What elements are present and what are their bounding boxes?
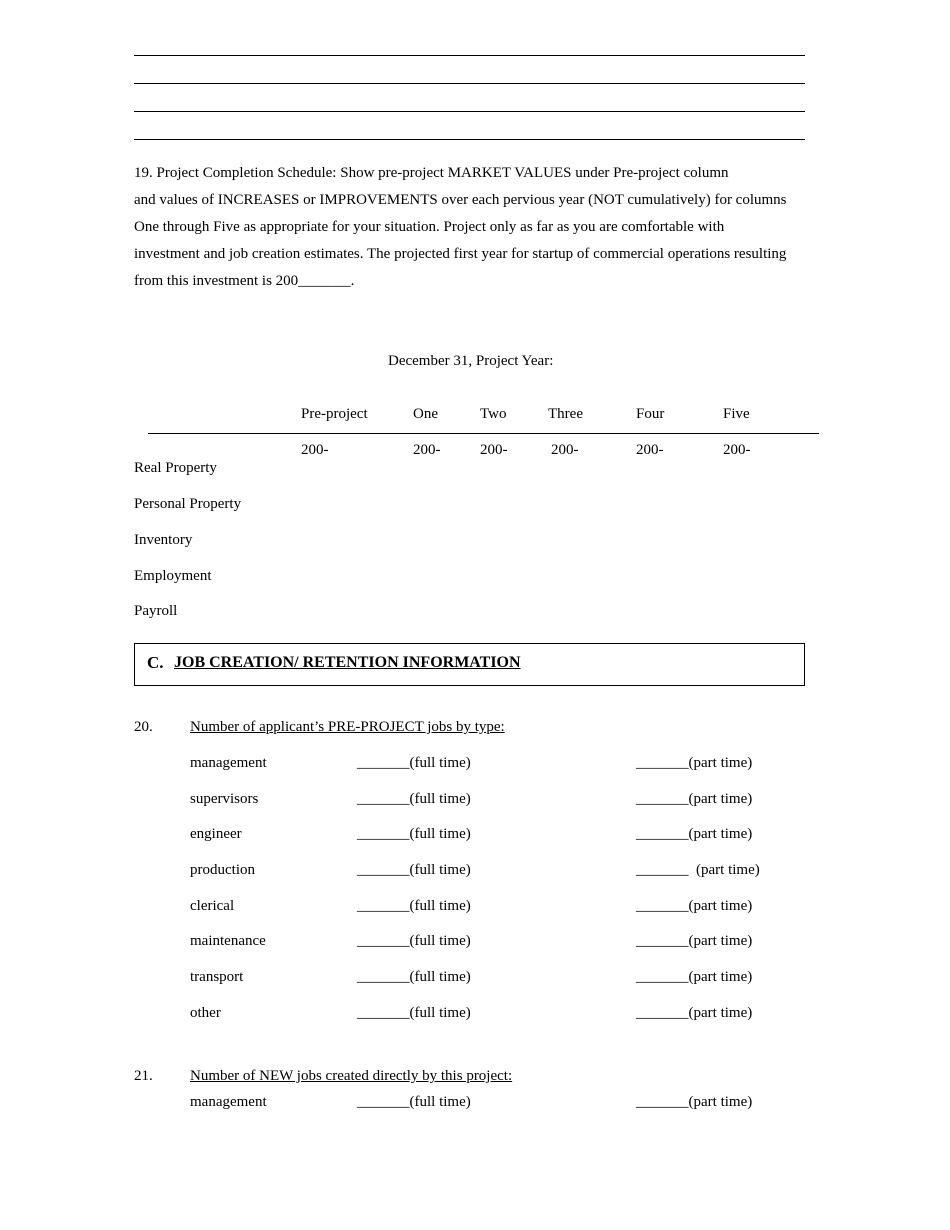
year-prefix: 200- [413, 442, 441, 458]
part-time-field[interactable]: _______(part time) [636, 826, 753, 842]
q20-title: Number of applicant’s PRE-PROJECT jobs by type: [190, 719, 505, 735]
part-time-field[interactable]: _______ (part time) [636, 862, 760, 878]
answer-line[interactable] [134, 55, 805, 56]
q19-line: investment and job creation estimates. The projected first year for startup of commercial operations resulting [134, 246, 787, 262]
job-type-label: production [190, 862, 255, 878]
section-title: JOB CREATION/ RETENTION INFORMATION [174, 654, 521, 671]
part-time-field[interactable]: _______(part time) [636, 1094, 753, 1110]
part-time-field[interactable]: _______(part time) [636, 1005, 753, 1021]
q19-line: and values of INCREASES or IMPROVEMENTS over each pervious year (NOT cumulatively) for columns [134, 192, 787, 208]
answer-line[interactable] [134, 139, 805, 140]
year-prefix: 200- [551, 442, 579, 458]
q19-line: 19. Project Completion Schedule: Show pre-project MARKET VALUES under Pre-project column [134, 165, 729, 181]
part-time-field[interactable]: _______(part time) [636, 755, 753, 771]
full-time-field[interactable]: _______(full time) [357, 1005, 471, 1021]
job-type-label: maintenance [190, 933, 266, 949]
row-label-personal-property: Personal Property [134, 496, 242, 512]
year-prefix: 200- [636, 442, 664, 458]
full-time-field[interactable]: _______(full time) [357, 969, 471, 985]
q19-line: from this investment is 200_______. [134, 273, 355, 289]
column-header-four: Four [636, 406, 665, 422]
section-letter: C. [147, 653, 164, 672]
job-type-label: engineer [190, 826, 242, 842]
full-time-field[interactable]: _______(full time) [357, 862, 471, 878]
year-prefix: 200- [723, 442, 751, 458]
schedule-date-label: December 31, Project Year: [388, 353, 554, 369]
section-c-header [134, 643, 805, 686]
answer-line[interactable] [134, 83, 805, 84]
job-type-label: transport [190, 969, 244, 985]
full-time-field[interactable]: _______(full time) [357, 1094, 471, 1110]
column-header-two: Two [480, 406, 507, 422]
part-time-field[interactable]: _______(part time) [636, 933, 753, 949]
part-time-field[interactable]: _______(part time) [636, 969, 753, 985]
job-type-label: management [190, 1094, 267, 1110]
q21-number: 21. [134, 1068, 153, 1084]
column-header-three: Three [548, 406, 583, 422]
full-time-field[interactable]: _______(full time) [357, 826, 471, 842]
job-type-label: management [190, 755, 267, 771]
row-label-employment: Employment [134, 568, 212, 584]
q19-paragraph [134, 160, 787, 295]
part-time-field[interactable]: _______(part time) [636, 791, 753, 807]
job-type-label: supervisors [190, 791, 259, 807]
year-prefix: 200- [480, 442, 508, 458]
table-header-divider [148, 433, 819, 434]
column-header-five: Five [723, 406, 750, 422]
row-label-inventory: Inventory [134, 532, 193, 548]
full-time-field[interactable]: _______(full time) [357, 933, 471, 949]
q21-title: Number of NEW jobs created directly by this project: [190, 1068, 513, 1084]
column-header-one: One [413, 406, 438, 422]
job-type-label: clerical [190, 898, 235, 914]
full-time-field[interactable]: _______(full time) [357, 898, 471, 914]
column-header-pre-project: Pre-project [301, 406, 368, 422]
year-prefix: 200- [301, 442, 329, 458]
row-label-real-property: Real Property [134, 460, 217, 476]
q20-number: 20. [134, 719, 153, 735]
q19-line: One through Five as appropriate for your situation. Project only as far as you are comfortable with [134, 219, 725, 235]
answer-line[interactable] [134, 111, 805, 112]
part-time-field[interactable]: _______(part time) [636, 898, 753, 914]
job-type-label: other [190, 1005, 221, 1021]
full-time-field[interactable]: _______(full time) [357, 791, 471, 807]
row-label-payroll: Payroll [134, 603, 178, 619]
full-time-field[interactable]: _______(full time) [357, 755, 471, 771]
